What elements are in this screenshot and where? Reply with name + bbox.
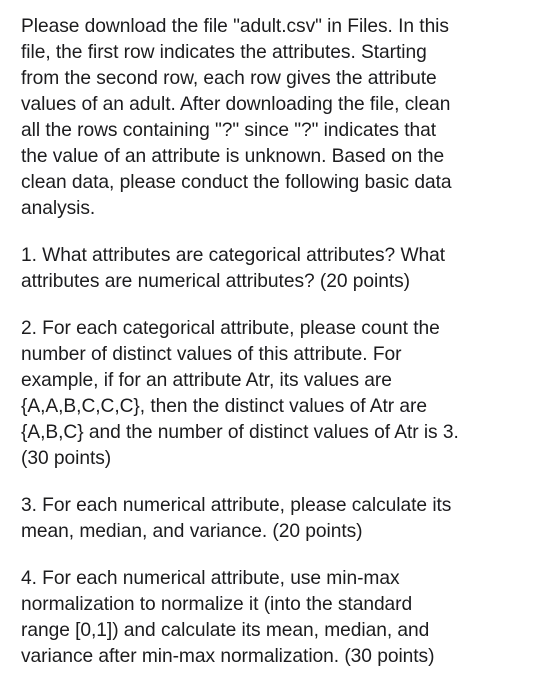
document-body: [21, 14, 527, 670]
text-line: 4. For each numerical attribute, use min-max: [21, 568, 400, 589]
paragraph-spacer: [21, 295, 527, 316]
text-line: clean data, please conduct the following basic data: [21, 172, 452, 193]
text-line: mean, median, and variance. (20 points): [21, 521, 363, 542]
text-line: example, if for an attribute Atr, its values are: [21, 370, 392, 391]
text-line: 3. For each numerical attribute, please calculate its: [21, 495, 452, 516]
paragraph-spacer: [21, 222, 527, 243]
text-line: Please download the file "adult.csv" in Files. In this: [21, 16, 449, 37]
text-line: analysis.: [21, 198, 96, 219]
paragraph-spacer: [21, 472, 527, 493]
text-line: {A,B,C} and the number of distinct values of Atr is 3.: [21, 422, 459, 443]
paragraph-spacer: [21, 545, 527, 566]
question-1-paragraph: [21, 243, 527, 295]
text-line: from the second row, each row gives the attribute: [21, 68, 437, 89]
text-line: all the rows containing "?" since "?" indicates that: [21, 120, 437, 141]
text-line: {A,A,B,C,C,C}, then the distinct values of Atr are: [21, 396, 427, 417]
question-4-paragraph: [21, 566, 527, 670]
text-line: number of distinct values of this attribute. For: [21, 344, 402, 365]
text-line: (30 points): [21, 448, 112, 469]
text-line: range [0,1]) and calculate its mean, median, and: [21, 620, 430, 641]
question-2-paragraph: [21, 316, 527, 472]
text-line: variance after min-max normalization. (30 points): [21, 646, 435, 667]
text-line: normalization to normalize it (into the standard: [21, 594, 413, 615]
question-3-paragraph: [21, 493, 527, 545]
text-line: the value of an attribute is unknown. Based on the: [21, 146, 445, 167]
text-line: 1. What attributes are categorical attributes? What: [21, 245, 446, 266]
text-line: attributes are numerical attributes? (20 points): [21, 271, 411, 292]
text-line: file, the first row indicates the attributes. Starting: [21, 42, 427, 63]
text-line: values of an adult. After downloading the file, clean: [21, 94, 451, 115]
text-line: 2. For each categorical attribute, please count the: [21, 318, 440, 339]
intro-paragraph: [21, 14, 527, 222]
